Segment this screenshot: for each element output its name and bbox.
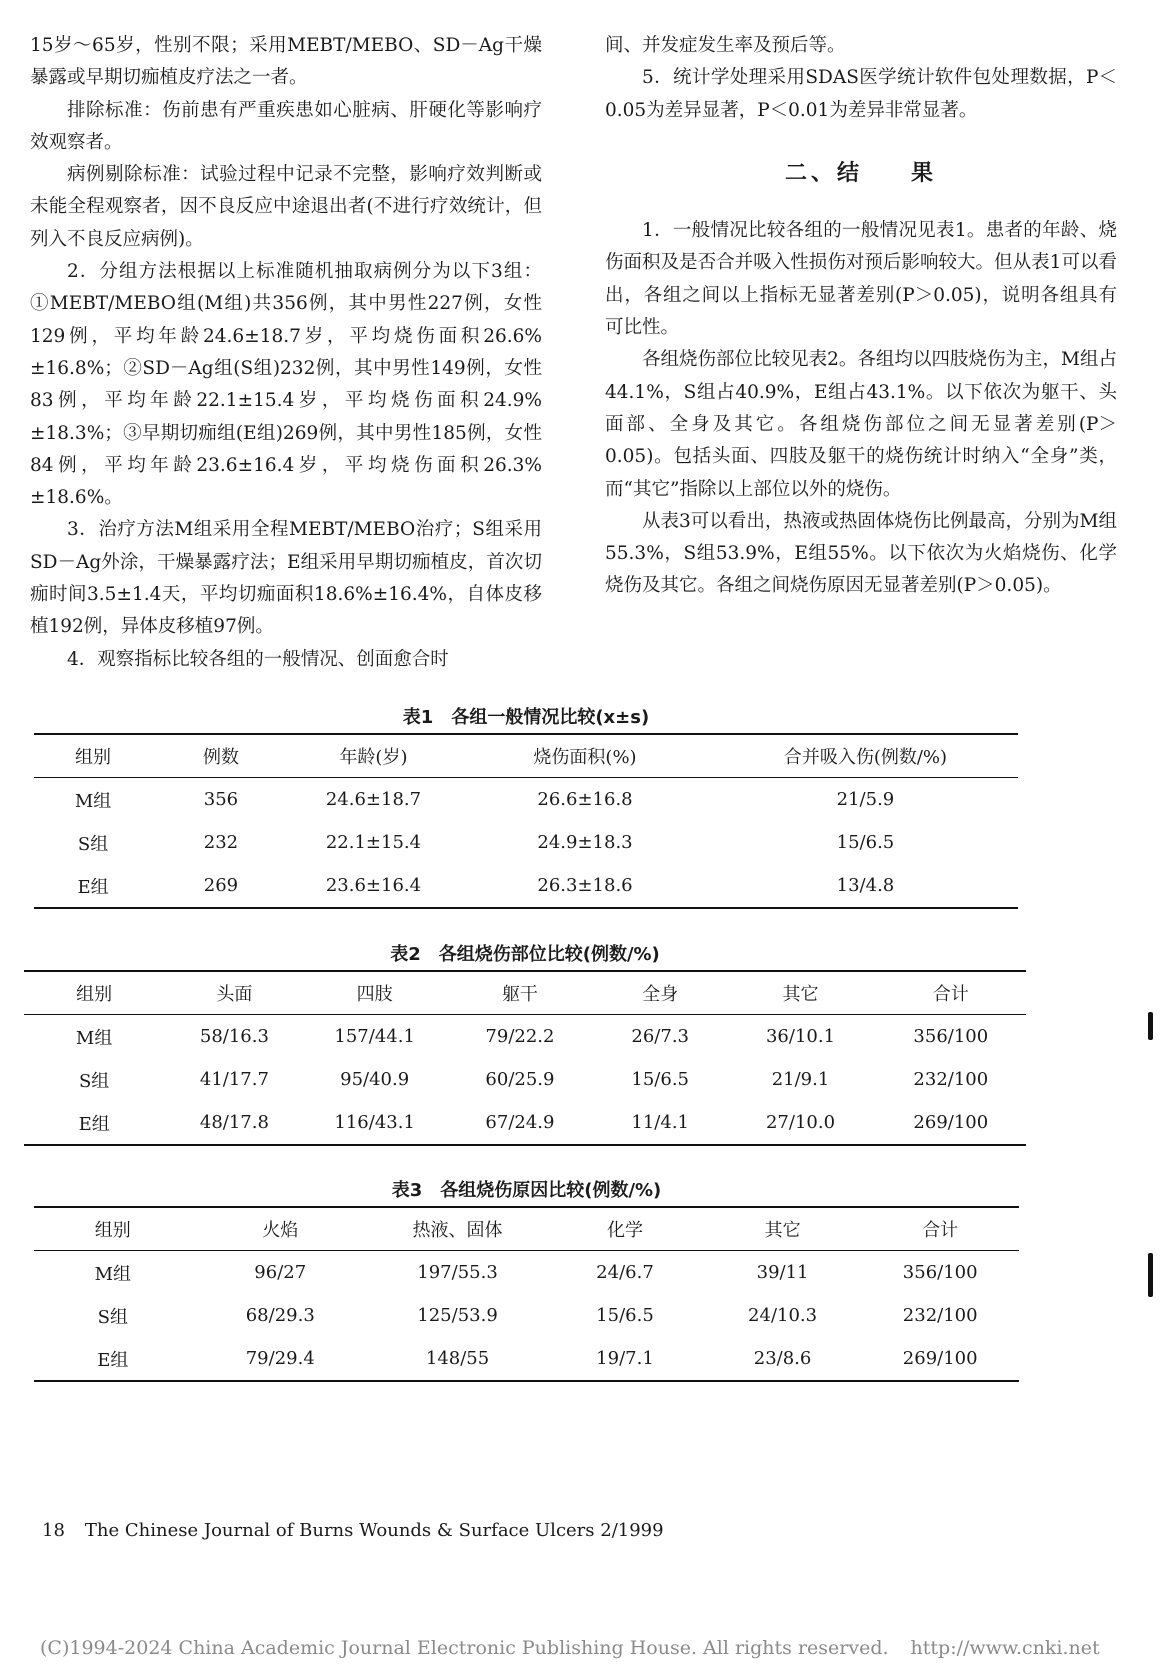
table-cell: 232/100 xyxy=(913,1069,989,1090)
column-header: 例数 xyxy=(152,734,290,778)
table-cell: M组 xyxy=(74,790,112,812)
page-footer xyxy=(42,1520,664,1541)
table-caption: 表1 各组一般情况比较(x±s) xyxy=(402,707,650,728)
table-cell: 356/100 xyxy=(913,1026,989,1047)
table-row xyxy=(34,821,1018,864)
column-header: 其它 xyxy=(725,971,875,1015)
table-cell: 21/9.1 xyxy=(771,1069,830,1090)
table-cell: 23.6±16.4 xyxy=(290,864,457,908)
table-cell: M组 xyxy=(75,1027,113,1049)
table-cell: 197/55.3 xyxy=(417,1262,498,1283)
table-cell: 24.9±18.3 xyxy=(537,832,633,853)
table-cell: 24/6.7 xyxy=(596,1262,654,1283)
right-column xyxy=(605,30,1117,603)
paragraph: 排除标准：伤前患有严重疾患如心脏病、肝硬化等影响疗效观察者。 xyxy=(30,99,542,153)
scan-edge-mark xyxy=(1148,1253,1153,1297)
table-3 xyxy=(34,1176,1019,1382)
table-cell: 116/43.1 xyxy=(305,1101,445,1145)
paragraph: 间、并发症发生率及预后等。 xyxy=(605,35,846,56)
column-header: 年龄(岁) xyxy=(290,734,457,778)
table-cell: 356 xyxy=(203,789,239,810)
data-table xyxy=(34,733,1018,909)
table-cell: 356/100 xyxy=(902,1262,978,1283)
section-title xyxy=(605,157,1117,189)
table-cell: 26.3±18.6 xyxy=(457,864,713,908)
column-header: 化学 xyxy=(546,1207,704,1251)
column-header: 合并吸入伤(例数/%) xyxy=(713,734,1018,778)
table-header-row xyxy=(34,1207,1019,1251)
table-cell: 39/11 xyxy=(756,1262,809,1283)
table-cell: 232/100 xyxy=(902,1305,978,1326)
table-cell: 15/6.5 xyxy=(836,832,895,853)
journal-citation: The Chinese Journal of Burns Wounds & Surface Ulcers 2/1999 xyxy=(84,1520,664,1541)
table-cell: 23/8.6 xyxy=(704,1337,862,1381)
section-title-part: 二、结 xyxy=(784,159,863,186)
table-row xyxy=(24,1015,1026,1059)
data-table xyxy=(34,1206,1019,1382)
table-caption: 表3 各组烧伤原因比较(例数/%) xyxy=(391,1180,662,1201)
column-header: 热液、固体 xyxy=(369,1207,546,1251)
table-cell: 36/10.1 xyxy=(765,1026,836,1047)
table-cell: 67/24.9 xyxy=(445,1101,595,1145)
copyright-notice xyxy=(40,1637,1100,1659)
table-cell: 24/10.3 xyxy=(748,1305,818,1326)
column-header: 全身 xyxy=(595,971,725,1015)
table-cell: 26/7.3 xyxy=(631,1026,690,1047)
table-cell: 13/4.8 xyxy=(713,864,1018,908)
paragraph: 从表3可以看出，热液或热固体烧伤比例最高，分别为M组55.3%，S组53.9%，E组55%。以下依次为火焰烧伤、化学烧伤及其它。各组之间烧伤原因无显著差别(P＞0.05)。 xyxy=(605,510,1117,597)
left-column xyxy=(30,30,542,676)
column-header: 头面 xyxy=(164,971,304,1015)
table-header-row xyxy=(24,971,1026,1015)
table-cell: 60/25.9 xyxy=(485,1069,555,1090)
table-cell: 58/16.3 xyxy=(199,1026,269,1047)
table-cell: 148/55 xyxy=(369,1337,546,1381)
paragraph: 4．观察指标比较各组的一般情况、创面愈合时 xyxy=(67,648,449,670)
table-cell: 22.1±15.4 xyxy=(325,832,422,853)
table-cell: 24.6±18.7 xyxy=(325,789,422,810)
page-number: 18 xyxy=(42,1520,65,1541)
table-cell: 26.6±16.8 xyxy=(537,789,633,810)
table-row xyxy=(24,1101,1026,1145)
table-row xyxy=(34,1251,1019,1295)
copyright-text: (C)1994-2024 China Academic Journal Electronic Publishing House. All rights reserved. xyxy=(40,1637,889,1659)
column-header: 合计 xyxy=(876,971,1026,1015)
table-cell: 41/17.7 xyxy=(199,1069,269,1090)
paragraph: 15岁～65岁，性别不限；采用MEBT/MEBO、SD－Ag干燥暴露或早期切痂植皮疗法之一者。 xyxy=(30,35,542,89)
table-row xyxy=(34,864,1018,908)
column-header: 合计 xyxy=(861,1207,1019,1251)
copyright-url: http://www.cnki.net xyxy=(910,1637,1100,1659)
table-cell: S组 xyxy=(77,833,109,855)
table-cell: E组 xyxy=(34,1337,192,1381)
table-cell: S组 xyxy=(78,1070,110,1092)
table-cell: S组 xyxy=(97,1306,128,1328)
table-cell: 79/29.4 xyxy=(192,1337,369,1381)
table-cell: 157/44.1 xyxy=(334,1026,415,1047)
table-cell: 95/40.9 xyxy=(340,1069,410,1090)
table-cell: 68/29.3 xyxy=(245,1305,315,1326)
table-cell: 269 xyxy=(152,864,290,908)
column-header: 烧伤面积(%) xyxy=(457,734,713,778)
table-caption: 表2 各组烧伤部位比较(例数/%) xyxy=(390,944,660,965)
table-cell: 27/10.0 xyxy=(725,1101,875,1145)
column-header: 火焰 xyxy=(192,1207,369,1251)
paragraph: 1．一般情况比较各组的一般情况见表1。患者的年龄、烧伤面积及是否合并吸入性损伤对预后影响较大。但从表1可以看出，各组之间以上指标无显著差别(P＞0.05)，说明各组具有可比性。 xyxy=(605,220,1117,339)
column-header: 组别 xyxy=(24,971,164,1015)
paragraph: 2．分组方法根据以上标准随机抽取病例分为以下3组：①MEBT/MEBO组(M组)共356例，其中男性227例，女性129例，平均年龄24.6±18.7岁，平均烧伤面积26.6%±16.8%；②SD－Ag组(S组)232例，其中男性149例，女性83例，平均年龄22.1±15.4岁，平均烧伤面积24.9%±18.3%；③早期切痂组(E组)269例，其中男性185例，女性84例，平均年龄23.6±16.4岁，平均烧伤面积26.3%±18.6%。 xyxy=(30,261,542,509)
table-row xyxy=(34,1337,1019,1381)
table-cell: 125/53.9 xyxy=(417,1305,498,1326)
column-header: 组别 xyxy=(34,734,152,778)
data-table xyxy=(24,970,1026,1146)
paragraph: 病例剔除标准：试验过程中记录不完整，影响疗效判断或未能全程观察者，因不良反应中途退出者(不进行疗效统计，但列入不良反应病例)。 xyxy=(30,164,542,250)
column-header: 躯干 xyxy=(445,971,595,1015)
table-cell: 15/6.5 xyxy=(631,1069,690,1090)
paragraph: 5．统计学处理采用SDAS医学统计软件包处理数据，P＜0.05为差异显著，P＜0.01为差异非常显著。 xyxy=(605,67,1117,121)
scan-edge-mark xyxy=(1148,1012,1153,1040)
table-cell: E组 xyxy=(34,864,152,908)
table-cell: 11/4.1 xyxy=(595,1101,725,1145)
table-row xyxy=(34,1294,1019,1337)
table-cell: E组 xyxy=(24,1101,164,1145)
table-cell: 79/22.2 xyxy=(485,1026,555,1047)
table-1 xyxy=(34,703,1018,909)
table-cell: 21/5.9 xyxy=(836,789,895,810)
table-cell: 96/27 xyxy=(254,1262,307,1283)
table-cell: 19/7.1 xyxy=(546,1337,704,1381)
table-2 xyxy=(24,940,1026,1146)
table-cell: 269/100 xyxy=(861,1337,1019,1381)
table-header-row xyxy=(34,734,1018,778)
column-header: 四肢 xyxy=(305,971,445,1015)
section-title-part: 果 xyxy=(911,159,938,186)
paragraph: 3．治疗方法M组采用全程MEBT/MEBO治疗；S组采用SD－Ag外涂，干燥暴露疗法；E组采用早期切痂植皮，首次切痂时间3.5±1.4天，平均切痂面积18.6%±16.4%，自体皮移植192例，异体皮移植97例。 xyxy=(30,519,542,638)
column-header: 组别 xyxy=(34,1207,192,1251)
table-cell: M组 xyxy=(94,1263,132,1285)
table-cell: 269/100 xyxy=(876,1101,1026,1145)
column-header: 其它 xyxy=(704,1207,862,1251)
paragraph: 各组烧伤部位比较见表2。各组均以四肢烧伤为主，M组占44.1%，S组占40.9%，E组占43.1%。以下依次为躯干、头面部、全身及其它。各组烧伤部位之间无显著差别(P＞0.05)。包括头面、四肢及躯干的烧伤统计时纳入“全身”类，而“其它”指除以上部位以外的烧伤。 xyxy=(605,349,1117,500)
table-row xyxy=(24,1058,1026,1101)
table-cell: 232 xyxy=(203,832,239,853)
table-cell: 48/17.8 xyxy=(164,1101,304,1145)
table-row xyxy=(34,778,1018,822)
table-cell: 15/6.5 xyxy=(596,1305,654,1326)
